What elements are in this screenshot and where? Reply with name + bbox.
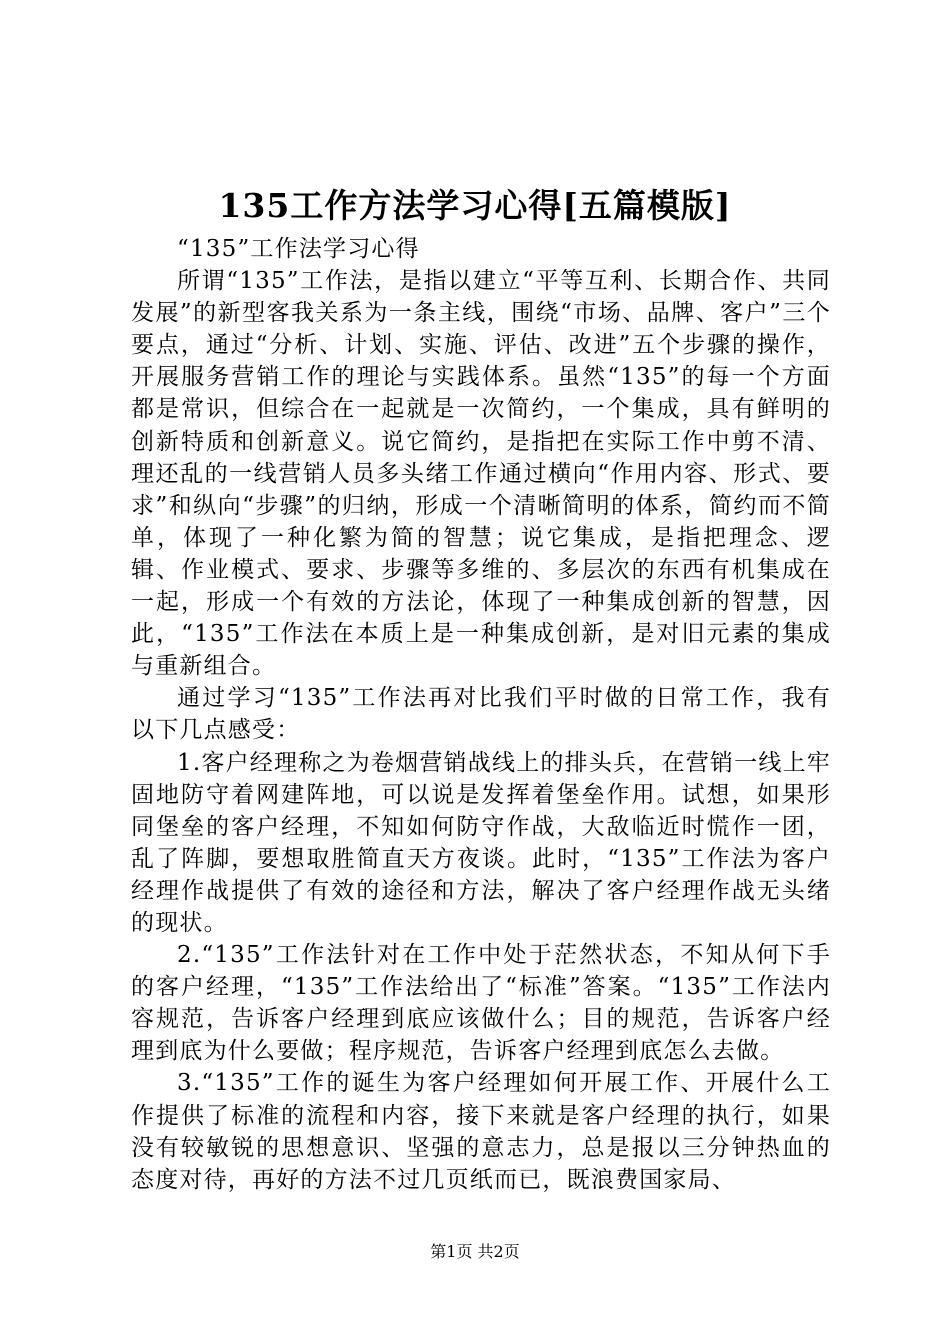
- paragraph-point-3: 3.“135”工作的诞生为客户经理如何开展工作、开展什么工作提供了标准的流程和内容，接下来就是客户经理的执行，如果没有较敏锐的思想意识、坚强的意志力，总是报以三分钟热血的态度对待，再好的方法不过几页纸而已，既浪费国家局、: [131, 1070, 831, 1193]
- page-footer: 第1页 共2页: [430, 1242, 520, 1261]
- paragraph-point-1: 1.客户经理称之为卷烟营销战线上的排头兵，在营销一线上牢固地防守着网建阵地，可以说是发挥着堡垒作用。试想，如果形同堡垒的客户经理，不知如何防守作战，大敌临近时慌作一团，乱了阵脚，要想取胜简直天方夜谈。此时，“135”工作法为客户经理作战提供了有效的途径和方法，解决了客户经理作战无头绪的现状。: [131, 749, 831, 936]
- paragraph-point-2: 2.“135”工作法针对在工作中处于茫然状态，不知从何下手的客户经理，“135”工作法给出了“标准”答案。“135”工作法内容规范，告诉客户经理到底应该做什么；目的规范，告诉客户经理到底为什么要做；程序规范，告诉客户经理到底怎么去做。: [131, 942, 831, 1065]
- paragraph-definition: 所谓“135”工作法，是指以建立“平等互利、长期合作、共同发展”的新型客我关系为一条主线，围绕“市场、品牌、客户”三个要点，通过“分析、计划、实施、评估、改进”五个步骤的操作，开展服务营销工作的理论与实践体系。虽然“135”的每一个方面都是常识，但综合在一起就是一次简约，一个集成，具有鲜明的创新特质和创新意义。说它简约，是指把在实际工作中剪不清、理还乱的一线营销人员多头绪工作通过横向“作用内容、形式、要求”和纵向“步骤”的归纳，形成一个清晰简明的体系，简约而不简单，体现了一种化繁为简的智慧；说它集成，是指把理念、逻辑、作业模式、要求、步骤等多维的、多层次的东西有机集成在一起，形成一个有效的方法论，体现了一种集成创新的智慧，因此，“135”工作法在本质上是一种集成创新，是对旧元素的集成与重新组合。: [131, 268, 831, 680]
- document-body: [131, 233, 831, 1196]
- document-title: 135工作方法学习心得[五篇模版]: [218, 186, 732, 225]
- paragraph-subtitle: “135”工作法学习心得: [177, 236, 420, 262]
- paragraph-intro: 通过学习“135”工作法再对比我们平时做的日常工作，我有以下几点感受：: [131, 685, 831, 744]
